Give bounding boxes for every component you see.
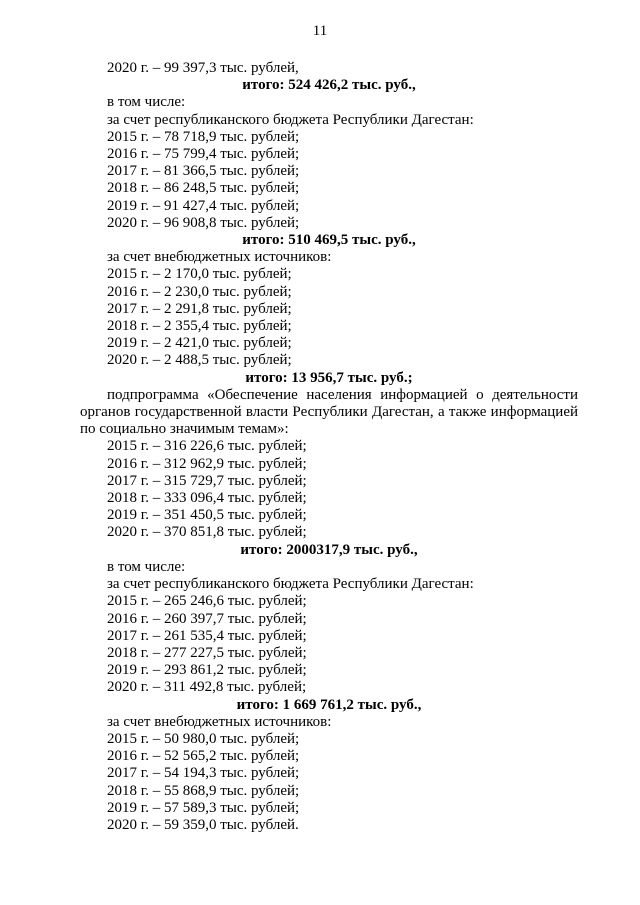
text-line: 2020 г. – 59 359,0 тыс. рублей. <box>107 816 299 833</box>
text-line: 2019 г. – 2 421,0 тыс. рублей; <box>107 335 292 352</box>
text-line: 2015 г. – 265 246,6 тыс. рублей; <box>107 593 307 610</box>
text-line: за счет внебюджетных источников: <box>107 249 332 266</box>
text-line: 2018 г. – 333 096,4 тыс. рублей; <box>107 490 307 507</box>
text-line: 2017 г. – 81 366,5 тыс. рублей; <box>107 163 300 180</box>
text-line: в том числе: <box>107 558 186 575</box>
text-line: за счет внебюджетных источников: <box>107 713 332 730</box>
text-line: 2019 г. – 351 450,5 тыс. рублей; <box>107 507 307 524</box>
total-line: итого: 2000317,9 тыс. руб., <box>240 541 418 558</box>
text-line: 2020 г. – 2 488,5 тыс. рублей; <box>107 352 292 369</box>
text-line: 2020 г. – 311 492,8 тыс. рублей; <box>107 679 307 696</box>
text-line: 2018 г. – 55 868,9 тыс. рублей; <box>107 782 300 799</box>
text-line: 2016 г. – 260 397,7 тыс. рублей; <box>107 610 307 627</box>
text-line: 2019 г. – 91 427,4 тыс. рублей; <box>107 197 300 214</box>
text-line: 2015 г. – 78 718,9 тыс. рублей; <box>107 128 300 145</box>
document-body <box>80 60 578 834</box>
text-line: 2017 г. – 261 535,4 тыс. рублей; <box>107 627 307 644</box>
total-line: итого: 510 469,5 тыс. руб., <box>242 232 416 249</box>
text-line: 2016 г. – 2 230,0 тыс. рублей; <box>107 283 292 300</box>
total-line: итого: 524 426,2 тыс. руб., <box>242 77 416 94</box>
text-line: 2019 г. – 57 589,3 тыс. рублей; <box>107 799 300 816</box>
text-line: 2020 г. – 370 851,8 тыс. рублей; <box>107 524 307 541</box>
text-line: за счет республиканского бюджета Республики Дагестан: <box>107 576 474 593</box>
text-line: 2015 г. – 2 170,0 тыс. рублей; <box>107 266 292 283</box>
total-line: итого: 1 669 761,2 тыс. руб., <box>236 696 422 713</box>
text-line: 2016 г. – 312 962,9 тыс. рублей; <box>107 455 307 472</box>
text-line: 2019 г. – 293 861,2 тыс. рублей; <box>107 662 307 679</box>
text-line: 2016 г. – 75 799,4 тыс. рублей; <box>107 146 300 163</box>
text-line: 2016 г. – 52 565,2 тыс. рублей; <box>107 748 300 765</box>
text-line: 2017 г. – 2 291,8 тыс. рублей; <box>107 300 292 317</box>
text-line: 2020 г. – 96 908,8 тыс. рублей; <box>107 214 300 231</box>
text-line: 2015 г. – 316 226,6 тыс. рублей; <box>107 438 307 455</box>
subprogram-paragraph: подпрограмма «Обеспечение населения информацией о деятельности органов государственной власти Республики Дагестан, а также информацией по социально значимым темам»: <box>80 386 578 438</box>
text-line: 2017 г. – 54 194,3 тыс. рублей; <box>107 765 300 782</box>
text-line: 2015 г. – 50 980,0 тыс. рублей; <box>107 730 300 747</box>
text-line: в том числе: <box>107 94 186 111</box>
text-line: за счет республиканского бюджета Республики Дагестан: <box>107 111 474 128</box>
text-line: 2018 г. – 86 248,5 тыс. рублей; <box>107 180 300 197</box>
page-number: 11 <box>312 23 328 39</box>
total-line: итого: 13 956,7 тыс. руб.; <box>245 369 413 386</box>
text-line: 2018 г. – 277 227,5 тыс. рублей; <box>107 644 307 661</box>
text-line: 2020 г. – 99 397,3 тыс. рублей, <box>107 60 299 76</box>
text-line: 2017 г. – 315 729,7 тыс. рублей; <box>107 472 307 489</box>
text-line: 2018 г. – 2 355,4 тыс. рублей; <box>107 318 292 335</box>
